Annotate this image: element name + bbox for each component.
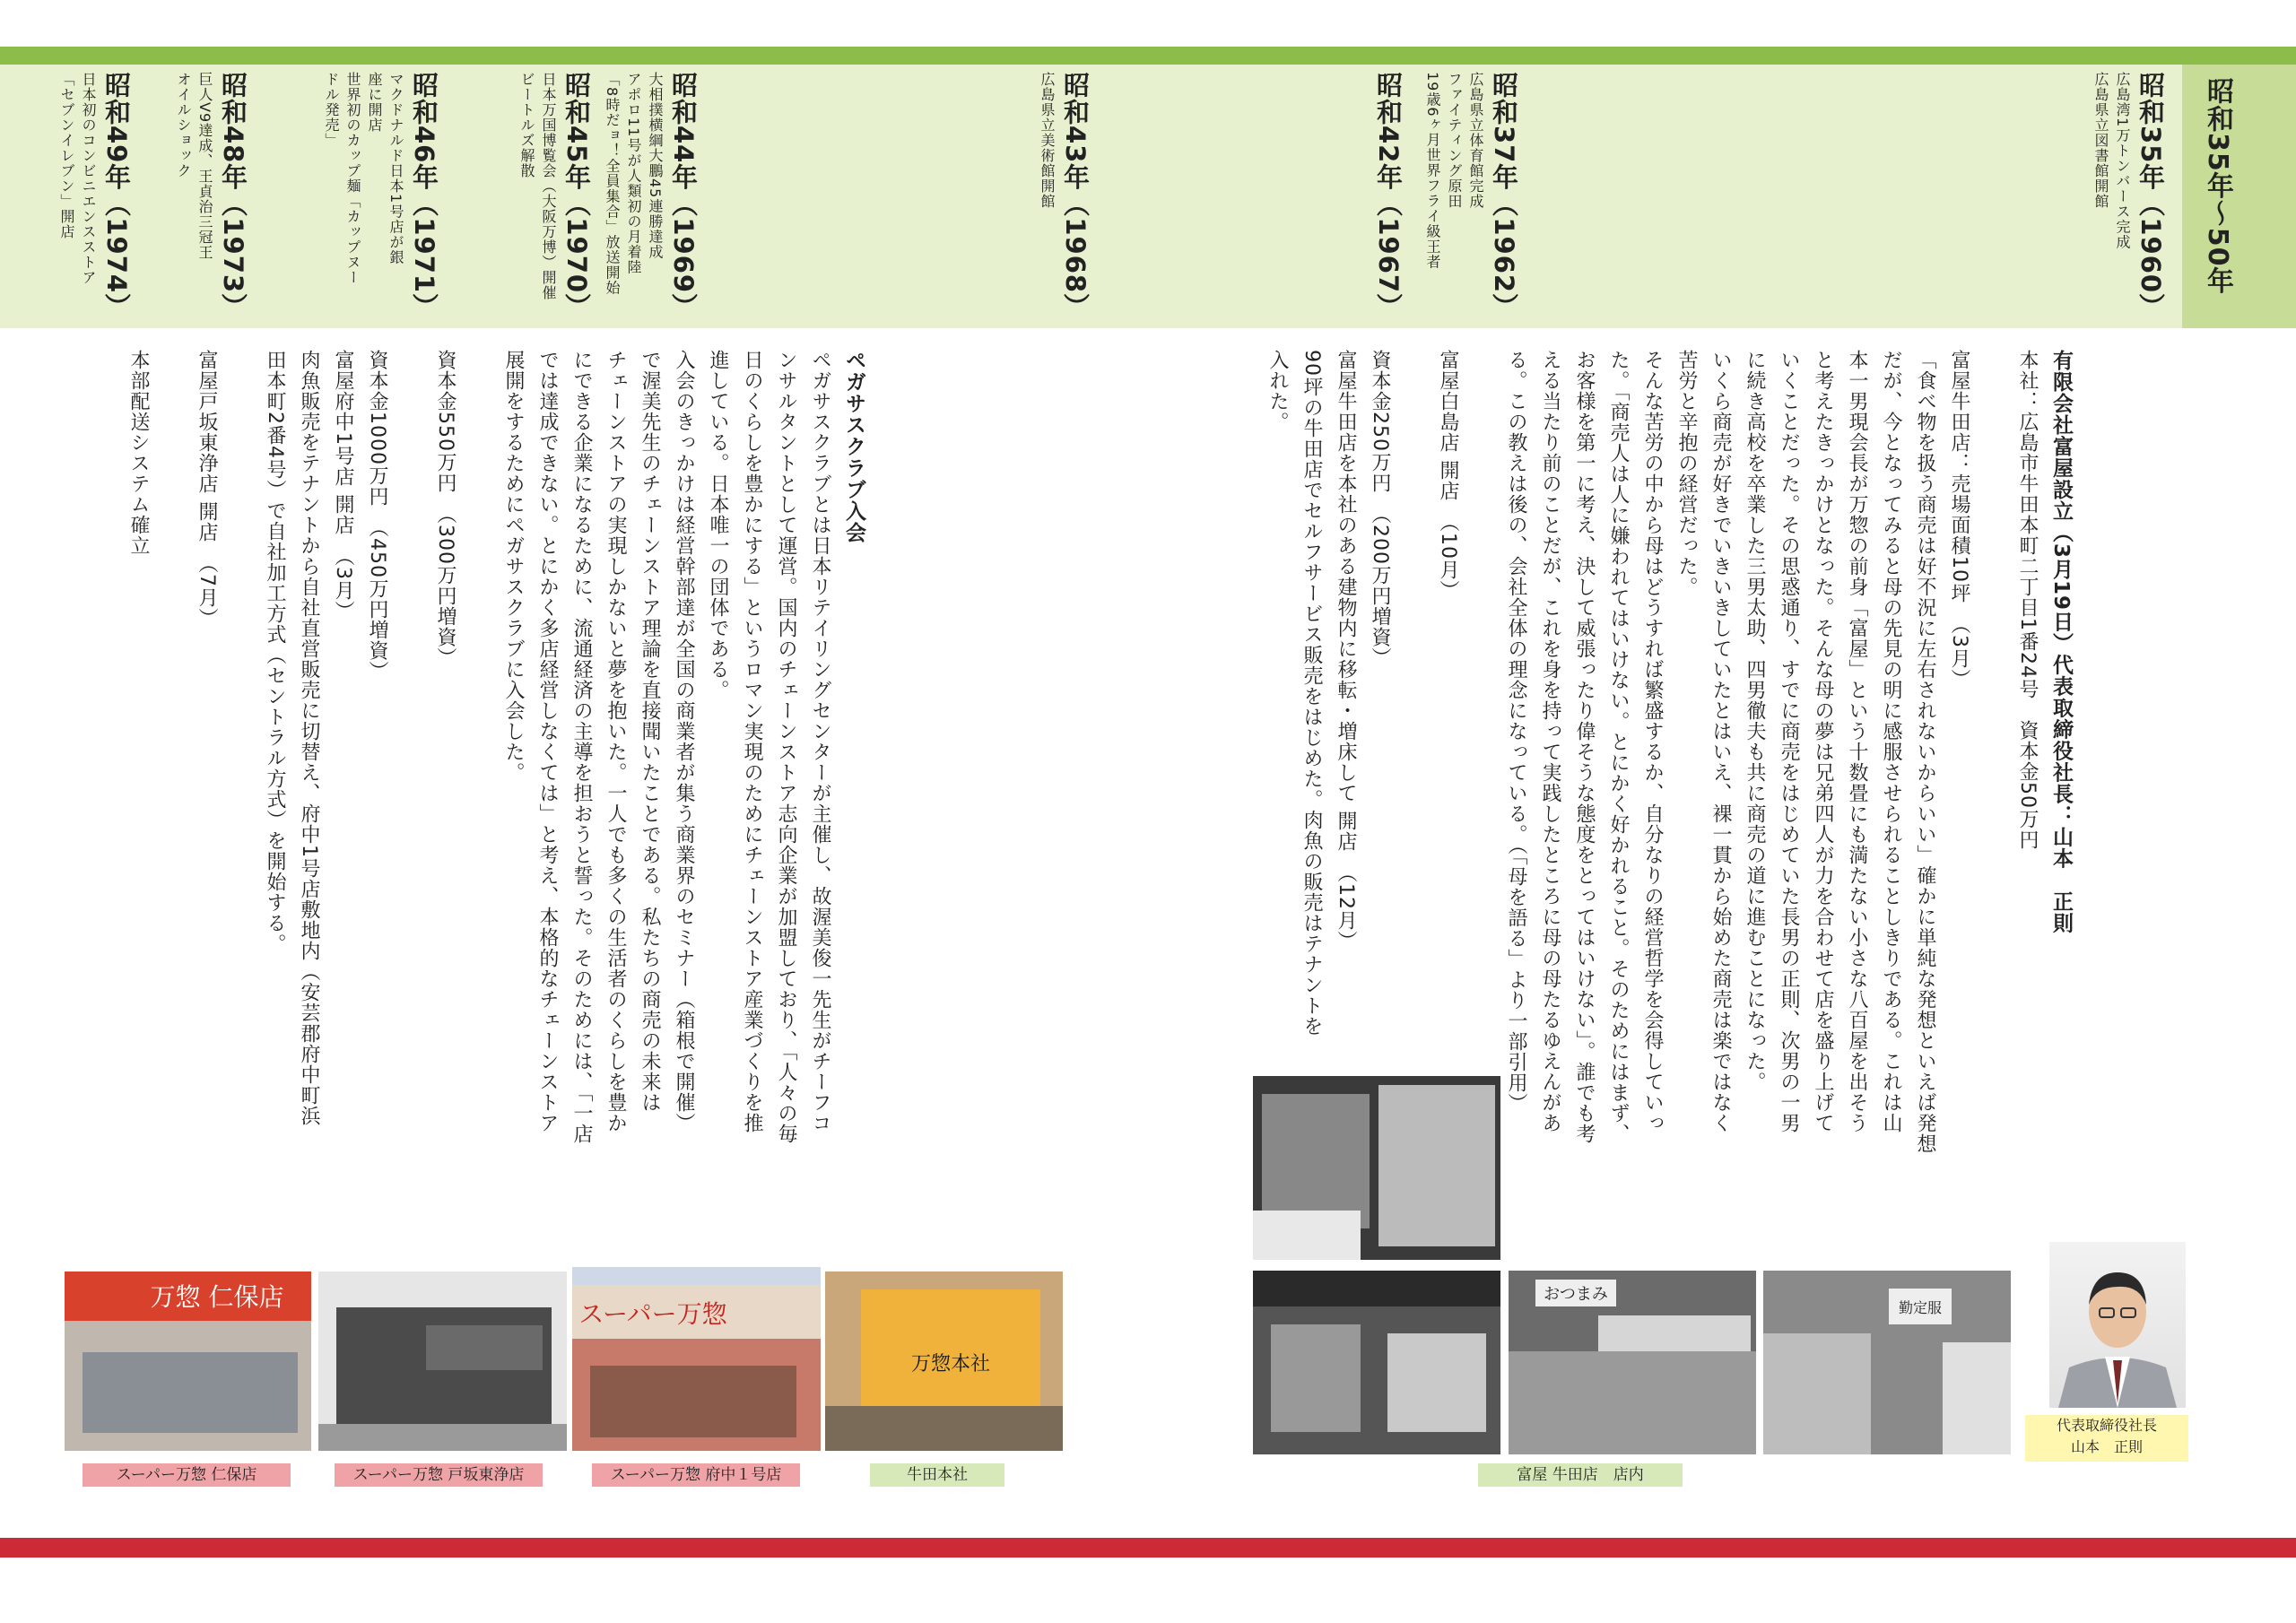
timeline-1970 [516,72,596,320]
top-green-bar [0,47,2296,65]
year-label: 昭和46年（1971） [409,72,439,321]
timeline-1962 [1422,72,1523,320]
honsha-caption: 牛田本社 [870,1463,1004,1487]
interior-caption: 富屋 牛田店 店内 [1478,1463,1683,1487]
timeline-1974 [56,72,135,320]
interior-photo-top [1253,1076,1500,1260]
fuchu-caption: スーパー万惣 府中１号店 [592,1463,800,1487]
caption-line: 山本 正則 [2070,1438,2143,1455]
body-line: 資本金250万円 （200万円増資） [1369,350,1391,668]
body-line: お客様を第一に考え、決して威張ったり偉そうな態度をとってはいけない」。誰でも考 [1573,350,1596,1144]
tosaka-store-photo [318,1271,567,1451]
event-text: 世界初のカップ麺「カップヌー [344,72,361,285]
timeline-1968 [1036,72,1094,320]
body-line: ペガサスクラブとは日本リテイリングセンターが主催し、故渥美俊一先生がチーフコ [809,350,831,1133]
year-label: 昭和37年（1962） [1489,72,1519,321]
body-line: で渥美先生のチェーンストア理論を直接聞いたことである。私たちの商売の未来は [639,350,661,1113]
event-text: 広島県立体育館完成 [1467,72,1484,209]
timeline-1973 [172,72,252,320]
year-label: 昭和44年（1969） [668,72,699,321]
body-line: 富屋牛田店：売場面積10坪 （3月） [1948,350,1970,690]
event-text: マクドナルド日本1号店が銀 [387,72,404,265]
body-line: に続き高校を卒業した三男太助、四男徹夫も共に商売の道に進むことになった。 [1744,350,1766,1092]
body-line: ンサルタントとして運営。国内のチェーンストア志向企業が加盟しており、「人々の毎 [775,350,797,1144]
body-line: 富屋戸坂東浄店 開店 （7月） [196,350,218,629]
body-spacer [1976,350,2010,369]
event-text: 大相撲横綱大鵬45連勝達成 [647,72,664,260]
body-line: 進している。日本唯一の団体である。 [707,350,729,700]
event-text: 広島湾1万トンバース完成 [2114,72,2131,250]
body-line: チェーンストアの実現しかないと夢を抱いた。一人でも多くの生活者のくらしを豊か [604,350,627,1133]
interior-photo-1 [1253,1271,1500,1454]
body-line: 苦労と辛抱の経営だった。 [1675,350,1698,597]
body-line: ペガサスクラブ入会 [842,350,865,543]
event-text: 「セブンイレブン」開店 [58,72,75,239]
body-line: 富屋府中1号店 開店 （3月） [332,350,354,621]
interior-photo-2 [1509,1271,1756,1454]
body-line: 富屋白島店 開店 （10月） [1437,350,1459,601]
sign-otsumami: おつまみ [1544,1285,1608,1304]
body-line: と考えたきっかけとなった。そんな母の夢は兄弟四人が力を合わせて店を盛り上げて [1812,350,1834,1133]
timeline-1960 [2090,72,2170,320]
event-text: 日本万国博覧会（大阪万博）開催 [540,72,557,300]
portrait-caption [2025,1415,2188,1462]
timeline-1969 [601,72,702,320]
body-line: だが、今となってみると母の先見の明に感服させられることしきりである。これは山 [1880,350,1902,1133]
sign-kanteifuku: 勤定服 [1898,1299,1943,1316]
body-line: 資本金550万円 （300万円増資） [434,350,457,668]
niho-caption: スーパー万惣 仁保店 [83,1463,291,1487]
body-line: 肉魚販売をテナントから自社直営販売に切替え、府中1号店敷地内（安芸郡府中町浜 [298,350,320,1126]
year-label: 昭和45年（1970） [561,72,592,321]
honsha-sign: 万惣本社 [910,1353,991,1376]
tosaka-caption: スーパー万惣 戸坂東浄店 [335,1463,543,1487]
body-line: 本社：広島市牛田本町二丁目1番24号 資本金50万円 [2016,350,2039,850]
body-line: 本部配送システム確立 [127,350,150,556]
year-label: 昭和48年（1973） [218,72,248,321]
body-text-left [121,350,871,1237]
event-text: 広島県立美術館開館 [1039,72,1056,209]
body-line: 「食べ物を扱う商売は好不況に左右されないからいい」確かに単純な発想といえば発想 [1914,350,1936,1154]
body-line: 富屋牛田店を本社のある建物内に移転・増床して 開店 （12月） [1335,350,1357,951]
bottom-red-bar [0,1538,2296,1558]
body-line: 展開をするためにペガサスクラブに入会した。 [502,350,525,783]
body-spacer [223,350,257,369]
body-line: にできる企業になるために、流通経済の主導を担おうと誓った。そのためには、「一店 [570,350,593,1144]
body-spacer [1396,350,1431,369]
event-text: アポロ11号が人類初の月着陸 [625,72,642,275]
body-line: では達成できない。とにかく多店経営しなくては」と考え、本格的なチェーンストア [536,350,559,1133]
event-text: ドル発売」 [323,72,340,148]
body-line: た。「商売人は人に嫌われてはいけない。とにかく好かれること。そのためにはまず、 [1607,350,1630,1144]
president-portrait-photo [2049,1242,2186,1408]
interior-photo-3 [1763,1271,2011,1454]
era-title: 昭和35年〜50年 [2202,77,2233,295]
event-text: オイルショック [175,72,192,178]
body-spacer [155,350,189,369]
timeline-1971 [320,72,443,320]
event-text: ビートルズ解散 [518,72,535,178]
ushita-honsha-photo [825,1271,1063,1451]
body-line: える当たり前のことだが、これを身を持って実践したところに母の母たるゆえんがあ [1539,350,1561,1133]
event-text: ファイティング原田 [1446,72,1463,209]
year-label: 昭和42年（1967） [1373,72,1404,321]
body-line: いくことだった。その思惑通り、すでに商売をはじめていた長男の正則、次男の一男 [1778,350,1800,1133]
year-label: 昭和49年（1974） [101,72,132,321]
caption-line: 代表取締役社長 [2056,1417,2157,1434]
body-line: 資本金1000万円 （450万円増資） [366,350,388,681]
body-line: 田本町2番4号）で自社加工方式（セントラル方式）を開始する。 [264,350,286,954]
body-line: 90坪の牛田店でセルフサービス販売をはじめた。肉魚の販売はテナントを [1300,350,1323,1037]
body-spacer [1465,350,1499,369]
event-text: 「8時だョ！全員集合」放送開始 [604,72,621,296]
event-text: 19歳6ヶ月世界フライ級王者 [1424,72,1441,270]
event-text: 広島県立図書館開館 [2092,72,2109,209]
fuchu-store-photo [572,1267,821,1451]
body-line: いくら商売が好きでいきいきしていたとはいえ、裸一貫から始めた商売は楽ではなく [1709,350,1732,1133]
fuchu-sign: スーパー万惣 [578,1299,727,1329]
body-line: 入会のきっかけは経営幹部達が全国の商業者が集う商業界のセミナー（箱根で開催） [673,350,695,1133]
niho-sign: 万惣 仁保店 [150,1282,284,1312]
year-label: 昭和43年（1968） [1060,72,1091,321]
body-line: る。この教えは後の、会社全体の理念になっている。（「母を語る」より一部引用） [1505,350,1527,1114]
event-text: 巨人V9達成、王貞治三冠王 [196,72,213,261]
event-text: 日本初のコンビニエンスストア [80,72,97,285]
event-text: 座に開店 [366,72,383,133]
body-line: 日のくらしを豊かにする」というロマン実現のためにチェーンストア産業づくりを推 [741,350,763,1133]
body-line: 本一男現会長が万惣の前身「富屋」という十数畳にも満たない小さな八百屋を出そう [1846,350,1868,1133]
body-line: そんな苦労の中から母はどうすれば繁盛するか、自分なりの経営哲学を会得していっ [1641,350,1664,1133]
body-line: 有限会社富屋設立（3月19日）代表取締役社長：山本 正則 [2049,350,2073,934]
niho-store-photo [65,1271,311,1451]
body-spacer [462,350,496,369]
timeline-1967 [1370,72,1407,320]
body-spacer [394,350,428,369]
year-label: 昭和35年（1960） [2135,72,2166,321]
body-line: 入れた。 [1266,350,1289,432]
